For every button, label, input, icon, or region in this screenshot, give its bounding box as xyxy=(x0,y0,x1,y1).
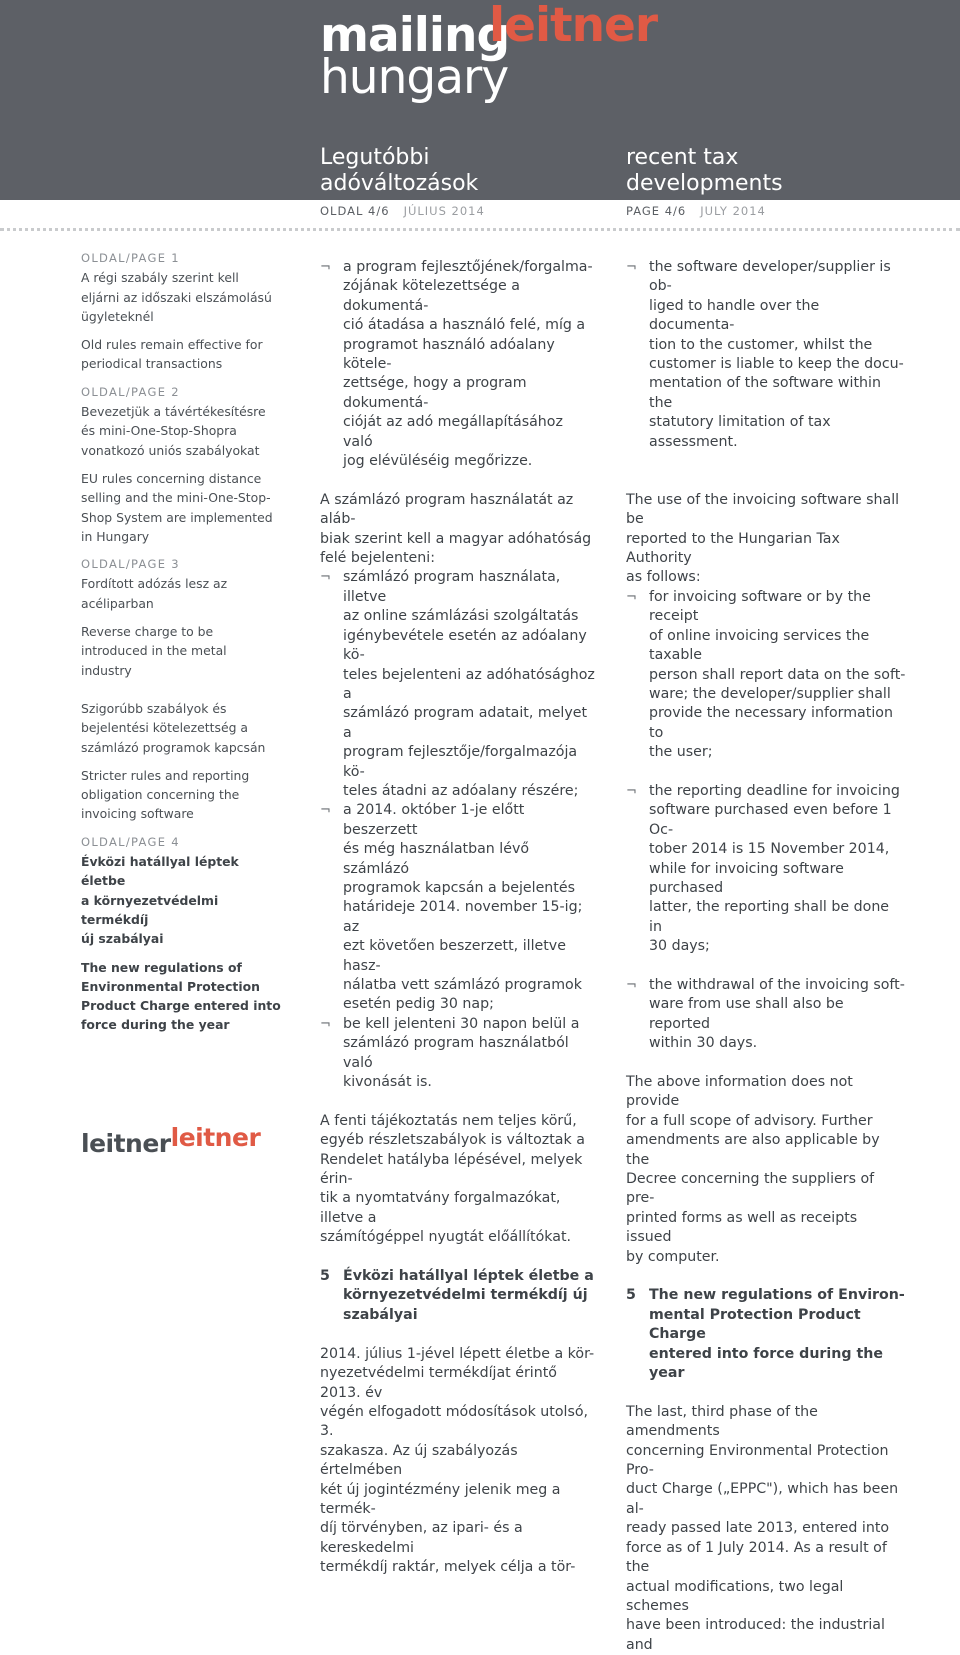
text-line: A fenti tájékoztatás nem teljes körű, xyxy=(320,1112,577,1129)
text-line: customer is liable to keep the docu- xyxy=(649,356,904,373)
text-line: vonatkozó uniós szabályokat xyxy=(81,442,260,458)
text-line: within 30 days. xyxy=(649,1035,758,1052)
text-line: concerning Environmental Protection Pro- xyxy=(626,1442,889,1479)
brand-leitner: leitner xyxy=(489,0,658,53)
text-line: force during the year xyxy=(81,1017,230,1033)
text-line: the software developer/supplier is ob- xyxy=(649,259,891,295)
text-line: obligation concerning the xyxy=(81,787,240,803)
text-line: Product Charge entered into xyxy=(81,998,281,1014)
text-line: Bevezetjük a távértékesítésre xyxy=(81,404,266,420)
text-line: The above information does not provide xyxy=(626,1073,853,1110)
text-line: the reporting deadline for invoicing xyxy=(649,782,900,799)
text-line: esetén pedig 30 nap; xyxy=(343,996,494,1013)
dotted-divider xyxy=(0,228,960,231)
text-line: Fordított adózás lesz az xyxy=(81,576,228,592)
bullet-item xyxy=(320,801,595,1014)
paragraph xyxy=(320,491,595,569)
text-line: eljárni az időszaki elszámolású xyxy=(81,289,272,305)
text-line: Environmental Protection xyxy=(81,978,260,994)
text-line: szabályai xyxy=(343,1306,418,1323)
text-line: for invoicing software or by the receipt xyxy=(649,588,871,625)
text-line: felé bejelenteni: xyxy=(320,550,435,567)
text-line: nálatba vett számlázó programok xyxy=(343,977,582,994)
text-line: A számlázó program használatát az aláb- xyxy=(320,491,574,528)
text-line: as follows: xyxy=(626,569,701,586)
text-line: The new regulations of Environ- xyxy=(649,1287,905,1304)
text-line: ware; the developer/supplier shall xyxy=(649,685,891,702)
text-line: szakasza. Az új szabályozás értelmében xyxy=(320,1442,518,1479)
text-line: egyéb részletszabályok is változtak a xyxy=(320,1132,585,1149)
toc-page-4-head: OLDAL/PAGE 4 xyxy=(81,834,180,849)
title-english: recent tax developments xyxy=(626,145,783,196)
text-line: határideje 2014. november 15-ig; az xyxy=(343,899,583,935)
text-line: két új jogintézmény jelenik meg a termék- xyxy=(320,1481,561,1517)
text-line: teles bejelenteni az adóhatósághoz a xyxy=(343,666,595,702)
bullet-item xyxy=(626,782,906,957)
text-line: amendments are also applicable by the xyxy=(626,1132,880,1168)
paragraph xyxy=(320,1345,595,1578)
bullet-mark-icon: ¬ xyxy=(626,783,637,799)
text-line: have been introduced: the industrial and xyxy=(626,1617,885,1653)
text-line: industry xyxy=(81,662,132,678)
sidebar-toc xyxy=(81,249,281,1035)
text-line: while for invoicing software purchased xyxy=(649,860,844,896)
text-line: és mini-One-Stop-Shopra xyxy=(81,423,237,439)
bullet-mark-icon: ¬ xyxy=(320,803,331,819)
toc-page-4-en[interactable] xyxy=(81,958,281,1035)
text-line: ügyleteknél xyxy=(81,308,154,324)
page-meta-hungarian: OLDAL 4/6 JÚLIUS 2014 xyxy=(320,204,485,218)
text-line: ezt követően beszerzett, illetve hasz- xyxy=(343,938,566,974)
bullet-mark-icon: ¬ xyxy=(626,977,637,993)
text-line: reported to the Hungarian Tax Authority xyxy=(626,530,840,567)
bullet-item xyxy=(320,1015,595,1093)
text-line: nyezetvédelmi termékdíjat érintő 2013. év xyxy=(320,1365,557,1401)
text-line: és még használatban lévő számlázó xyxy=(343,841,530,877)
toc-page-3-en[interactable] xyxy=(81,622,281,680)
text-line: The use of the invoicing software shall be xyxy=(626,491,900,528)
toc-page-3-hu[interactable] xyxy=(81,574,281,613)
toc-page-1-head: OLDAL/PAGE 1 xyxy=(81,251,180,265)
text-line: person shall report data on the soft- xyxy=(649,666,906,683)
toc-page-1-hu[interactable] xyxy=(81,268,281,326)
text-line: Szigorúbb szabályok és xyxy=(81,700,227,716)
section-heading xyxy=(626,1286,906,1383)
text-line: Stricter rules and reporting xyxy=(81,767,250,783)
toc-page-1-en[interactable] xyxy=(81,335,281,374)
section-number: 5 xyxy=(320,1268,330,1285)
text-line: a környezetvédelmi termékdíj xyxy=(81,892,219,927)
text-line: teles átadni az adóalany részére; xyxy=(343,782,579,799)
text-line: Évközi hatállyal léptek életbe a xyxy=(343,1268,594,1285)
bullet-item xyxy=(320,258,595,471)
text-line: 2014. július 1-jével lépett életbe a kör- xyxy=(320,1345,595,1362)
toc-page-2-en[interactable] xyxy=(81,469,281,546)
toc-page-2-head: OLDAL/PAGE 2 xyxy=(81,384,180,399)
column-hungarian xyxy=(320,258,595,1578)
text-line: számítógéppel nyugtát előállítókat. xyxy=(320,1229,572,1246)
text-line: of online invoicing services the taxable xyxy=(649,627,870,664)
text-line: számlázó program adatait, melyet a xyxy=(343,705,588,741)
header-banner xyxy=(0,0,960,200)
text-line: Shop System are implemented xyxy=(81,509,273,525)
text-line: számlázó program használatból való xyxy=(343,1035,569,1071)
text-line: The new regulations of xyxy=(81,959,242,975)
text-line: for a full scope of advisory. Further xyxy=(626,1112,873,1129)
text-line: force as of 1 July 2014. As a result of the xyxy=(626,1539,887,1576)
text-line: Rendelet hatályba lépésével, melyek érin- xyxy=(320,1151,583,1188)
text-line: az online számlázási szolgáltatás xyxy=(343,608,579,625)
toc-page-3-head: OLDAL/PAGE 3 xyxy=(81,557,180,572)
text-line: program fejlesztője/forgalmazója kö- xyxy=(343,744,578,780)
text-line: végén elfogadott módosítások utolsó, 3. xyxy=(320,1403,589,1440)
text-line: duct Charge („EPPC"), which has been al- xyxy=(626,1481,899,1517)
text-line: zójának kötelezettsége a dokumentá- xyxy=(343,278,520,314)
text-line: The last, third phase of the amendments xyxy=(626,1403,818,1440)
text-line: jog elévüléséig megőrizze. xyxy=(343,453,533,470)
text-line: tion to the customer, whilst the xyxy=(649,336,873,353)
paragraph xyxy=(626,1073,906,1267)
toc-page-3b-hu[interactable] xyxy=(81,699,281,757)
text-line: the withdrawal of the invoicing soft- xyxy=(649,976,905,993)
text-line: Decree concerning the suppliers of pre- xyxy=(626,1171,875,1207)
text-line: termékdíj raktár, melyek célja a tör- xyxy=(320,1559,576,1576)
leitner-logo: leitnerleitner xyxy=(81,1123,261,1158)
text-line: a program fejlesztőjének/forgalma- xyxy=(343,259,593,275)
text-line: by computer. xyxy=(626,1248,720,1265)
text-line: be kell jelenteni 30 napon belül a xyxy=(343,1015,580,1032)
text-line: Évközi hatállyal léptek életbe xyxy=(81,854,239,889)
bullet-mark-icon: ¬ xyxy=(320,570,331,586)
text-line: számlázó programok kapcsán xyxy=(81,739,266,755)
text-line: A régi szabály szerint kell xyxy=(81,270,239,286)
text-line: bejelentési kötelezettség a xyxy=(81,720,248,736)
bullet-item xyxy=(320,568,595,801)
toc-page-3b-en[interactable] xyxy=(81,766,281,824)
text-line: új szabályai xyxy=(81,931,164,947)
title-hungarian: Legutóbbi adóváltozások xyxy=(320,145,479,196)
text-line: acéliparban xyxy=(81,595,154,611)
text-line: ware from use shall also be reported xyxy=(649,996,844,1032)
bullet-mark-icon: ¬ xyxy=(320,1016,331,1032)
bullet-mark-icon: ¬ xyxy=(626,260,637,275)
page-meta-english: PAGE 4/6 JULY 2014 xyxy=(626,204,766,218)
paragraph xyxy=(626,491,906,588)
text-line: számlázó program használata, illetve xyxy=(343,569,561,605)
text-line: software purchased even before 1 Oc- xyxy=(649,802,892,838)
text-line: in Hungary xyxy=(81,528,150,544)
text-line: mental Protection Product Charge xyxy=(649,1306,861,1343)
text-line: printed forms as well as receipts issued xyxy=(626,1209,858,1246)
bullet-item xyxy=(626,258,906,452)
text-line: mentation of the software within the xyxy=(649,375,881,411)
text-line: igénybevétele esetén az adóalany kö- xyxy=(343,627,587,664)
text-line: ready passed late 2013, entered into xyxy=(626,1520,890,1537)
toc-page-4-hu[interactable] xyxy=(81,852,281,948)
paragraph xyxy=(320,1112,595,1248)
text-line: liged to handle over the documenta- xyxy=(649,297,820,334)
text-line: kivonását is. xyxy=(343,1074,432,1091)
bullet-mark-icon: ¬ xyxy=(626,589,637,605)
text-line: ció átadása a használó felé, míg a xyxy=(343,317,586,334)
column-english xyxy=(626,258,906,1655)
brand-hungary: hungary xyxy=(320,50,509,105)
text-line: periodical transactions xyxy=(81,356,223,372)
text-line: selling and the mini-One-Stop- xyxy=(81,490,271,506)
bullet-item xyxy=(626,588,906,763)
text-line: díj törvényben, az ipari- és a kereskedelmi xyxy=(320,1520,523,1556)
brand-mailing: mailing xyxy=(320,8,510,63)
section-heading xyxy=(320,1267,595,1325)
text-line: provide the necessary information to xyxy=(649,705,893,741)
text-line: the user; xyxy=(649,744,713,761)
text-line: EU rules concerning distance xyxy=(81,470,262,486)
section-number: 5 xyxy=(626,1287,636,1304)
text-line: a 2014. október 1-je előtt beszerzett xyxy=(343,802,525,838)
text-line: introduced in the metal xyxy=(81,643,227,659)
text-line: tik a nyomtatvány forgalmazókat, illetve a xyxy=(320,1190,561,1226)
text-line: programot használó adóalany kötele- xyxy=(343,336,555,373)
toc-page-2-hu[interactable] xyxy=(81,402,281,460)
text-line: zettsége, hogy a program dokumentá- xyxy=(343,375,527,411)
text-line: Old rules remain effective for xyxy=(81,337,263,353)
text-line: környezetvédelmi termékdíj új xyxy=(343,1287,588,1304)
paragraph xyxy=(626,1403,906,1655)
text-line: entered into force during the year xyxy=(649,1345,883,1382)
text-line: invoicing software xyxy=(81,806,194,822)
text-line: Reverse charge to be xyxy=(81,624,214,640)
text-line: programok kapcsán a bejelentés xyxy=(343,879,575,896)
bullet-mark-icon: ¬ xyxy=(320,260,331,275)
text-line: tober 2014 is 15 November 2014, xyxy=(649,841,890,858)
text-line: cióját az adó megállapításához való xyxy=(343,414,563,450)
text-line: statutory limitation of tax assessment. xyxy=(649,414,831,450)
text-line: latter, the reporting shall be done in xyxy=(649,899,890,935)
text-line: 30 days; xyxy=(649,938,710,955)
text-line: biak szerint kell a magyar adóhatóság xyxy=(320,530,592,547)
text-line: actual modifications, two legal schemes xyxy=(626,1578,844,1614)
bullet-item xyxy=(626,976,906,1054)
